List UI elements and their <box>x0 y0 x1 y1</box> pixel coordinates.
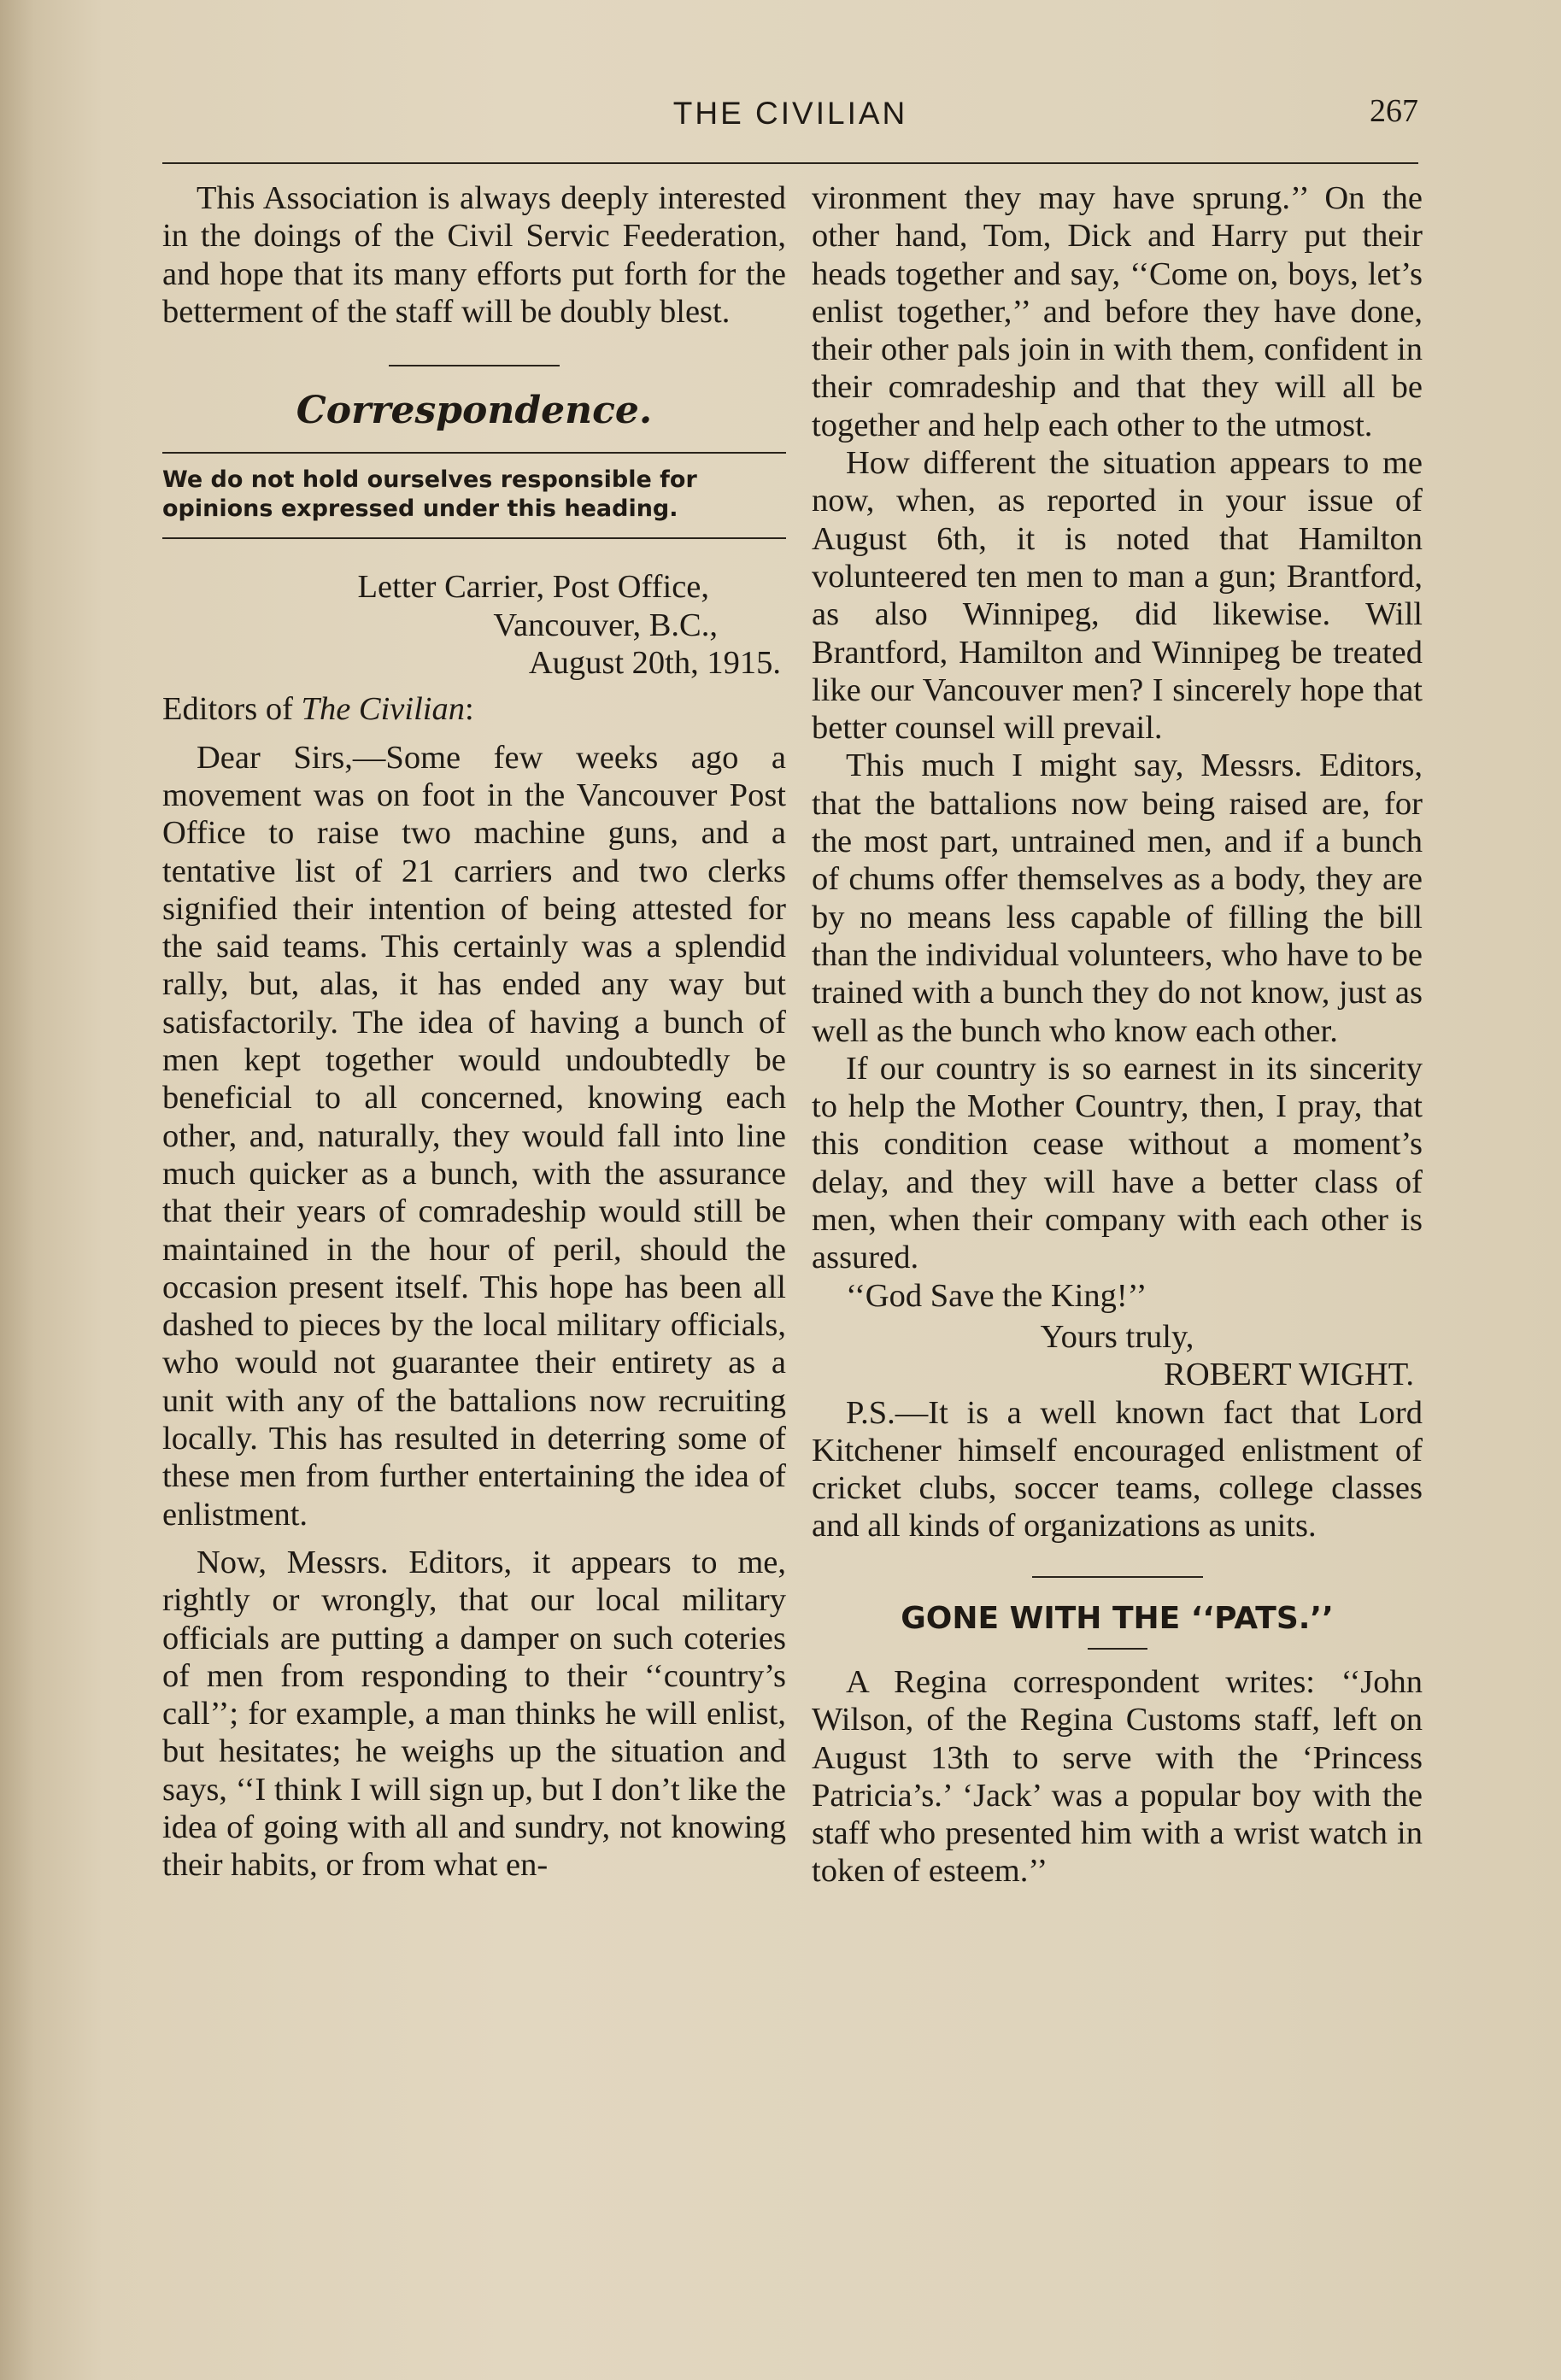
signature: ROBERT WIGHT. <box>1164 1357 1414 1393</box>
section-divider <box>389 365 560 366</box>
left-column <box>162 179 786 1885</box>
letter-paragraph: This much I might say, Messrs. Editors, that the battalions now being raised are, for the most part, untrained men, and if a bunch of chums offer themselves as a body, they are by no means less capable of filling the bill than the individual volunteers, who have to be trained with a bunch they do not know, just as well as the bunch who know each other. <box>812 747 1423 1049</box>
letter-paragraph: Now, Messrs. Editors, it appears to me, rightly or wrongly, that our local military officials are putting a damper on such coteries of men from responding to their ‘‘country’s call’’; for example, a man thinks he will enlist, but hesitates; he weighs up the situation and says, ‘‘I think I will sign up, but I don’t like the idea of going with all and sundry, not knowing their habits, or from what en- <box>162 1544 786 1884</box>
page-header <box>162 93 1418 138</box>
letter-paragraph: If our country is so earnest in its sincerity to help the Mother Country, then, I pray, that this condition cease without a moment’s delay, and they will have a better class of men, when their company with each other is assured. <box>812 1050 1423 1276</box>
heading-rule <box>1088 1648 1147 1650</box>
closing-exclamation: ‘‘God Save the King!’’ <box>846 1277 1147 1314</box>
intro-paragraph: This Association is always deeply interested in the doings of the Civil Servic Feederation, and hope that its many efforts put forth for the betterment of the staff will be doubly blest. <box>162 180 786 330</box>
header-rule <box>162 162 1418 164</box>
disclaimer: We do not hold ourselves responsible for opinions expressed under this heading. <box>162 452 786 539</box>
letter-paragraph: vironment they may have sprung.’’ On the other hand, Tom, Dick and Harry put their heads together and say, ‘‘Come on, boys, let’s enlist together,’’ and before they have done, their other pals join in with them, confident in their comradeship and that they will all be together and help each other to the utmost. <box>812 180 1423 443</box>
letter-address <box>162 568 786 682</box>
spacer <box>162 1533 786 1544</box>
valediction: Yours truly, <box>1040 1318 1194 1355</box>
page-number: 267 <box>1370 93 1418 129</box>
letter-paragraph: How different the situation appears to me now, when, as reported in your issue of August 6th, it is noted that Hamilton volunteered ten men to man a gun; Brantford, as also Winnipeg, did likewise. Will Brantford, Hamilton and Winnipeg be treated like our Vancouver men? I sincerely hope that better counsel will prevail. <box>812 445 1423 747</box>
postscript: P.S.—It is a well known fact that Lord Kitchener himself encouraged enlistment of cricket clubs, soccer teams, college classes and all kinds of organizations as units. <box>812 1394 1423 1545</box>
right-column <box>812 179 1423 1891</box>
salutation-prefix: Editors of <box>162 691 302 728</box>
news-heading: GONE WITH THE ‘‘PATS.’’ <box>901 1600 1334 1636</box>
salutation <box>162 690 786 728</box>
salutation-suffix: : <box>464 691 474 728</box>
publication-name: The Civilian <box>301 691 465 728</box>
running-title: THE CIVILIAN <box>672 96 908 131</box>
news-paragraph: A Regina correspondent writes: ‘‘John Wilson, of the Regina Customs staff, left on August 13th to serve with the ‘Princess Patricia’s.’ ‘Jack’ was a popular boy with the staff who presented him with a wrist watch in token of esteem.’’ <box>812 1663 1423 1890</box>
section-divider <box>1032 1576 1203 1578</box>
address-line: Vancouver, B.C., <box>493 607 718 643</box>
address-line: Letter Carrier, Post Office, <box>357 569 709 606</box>
address-date: August 20th, 1915. <box>528 645 781 682</box>
letter-paragraph: Dear Sirs,—Some few weeks ago a movement was on foot in the Vancouver Post Office to raise two machine guns, and a tentative list of 21 carriers and two clerks signified their intention of being attested for the said teams. This certainly was a splendid rally, but, alas, it has ended any way but satisfactorily. The idea of having a bunch of men kept together would undoubtedly be beneficial to all concerned, knowing each other, and, naturally, they would fall into line much quicker as a bunch, with the assurance that their years of comradeship would still be maintained in the hour of peril, should the occasion present itself. This hope has been all dashed to pieces by the local military officials, who would not guarantee their entirety as a unit with any of the battalions now recruiting locally. This has resulted in deterring some of these men from further entertaining the idea of enlistment. <box>162 739 786 1533</box>
section-title: Correspondence. <box>296 389 653 433</box>
spacer <box>162 729 786 739</box>
